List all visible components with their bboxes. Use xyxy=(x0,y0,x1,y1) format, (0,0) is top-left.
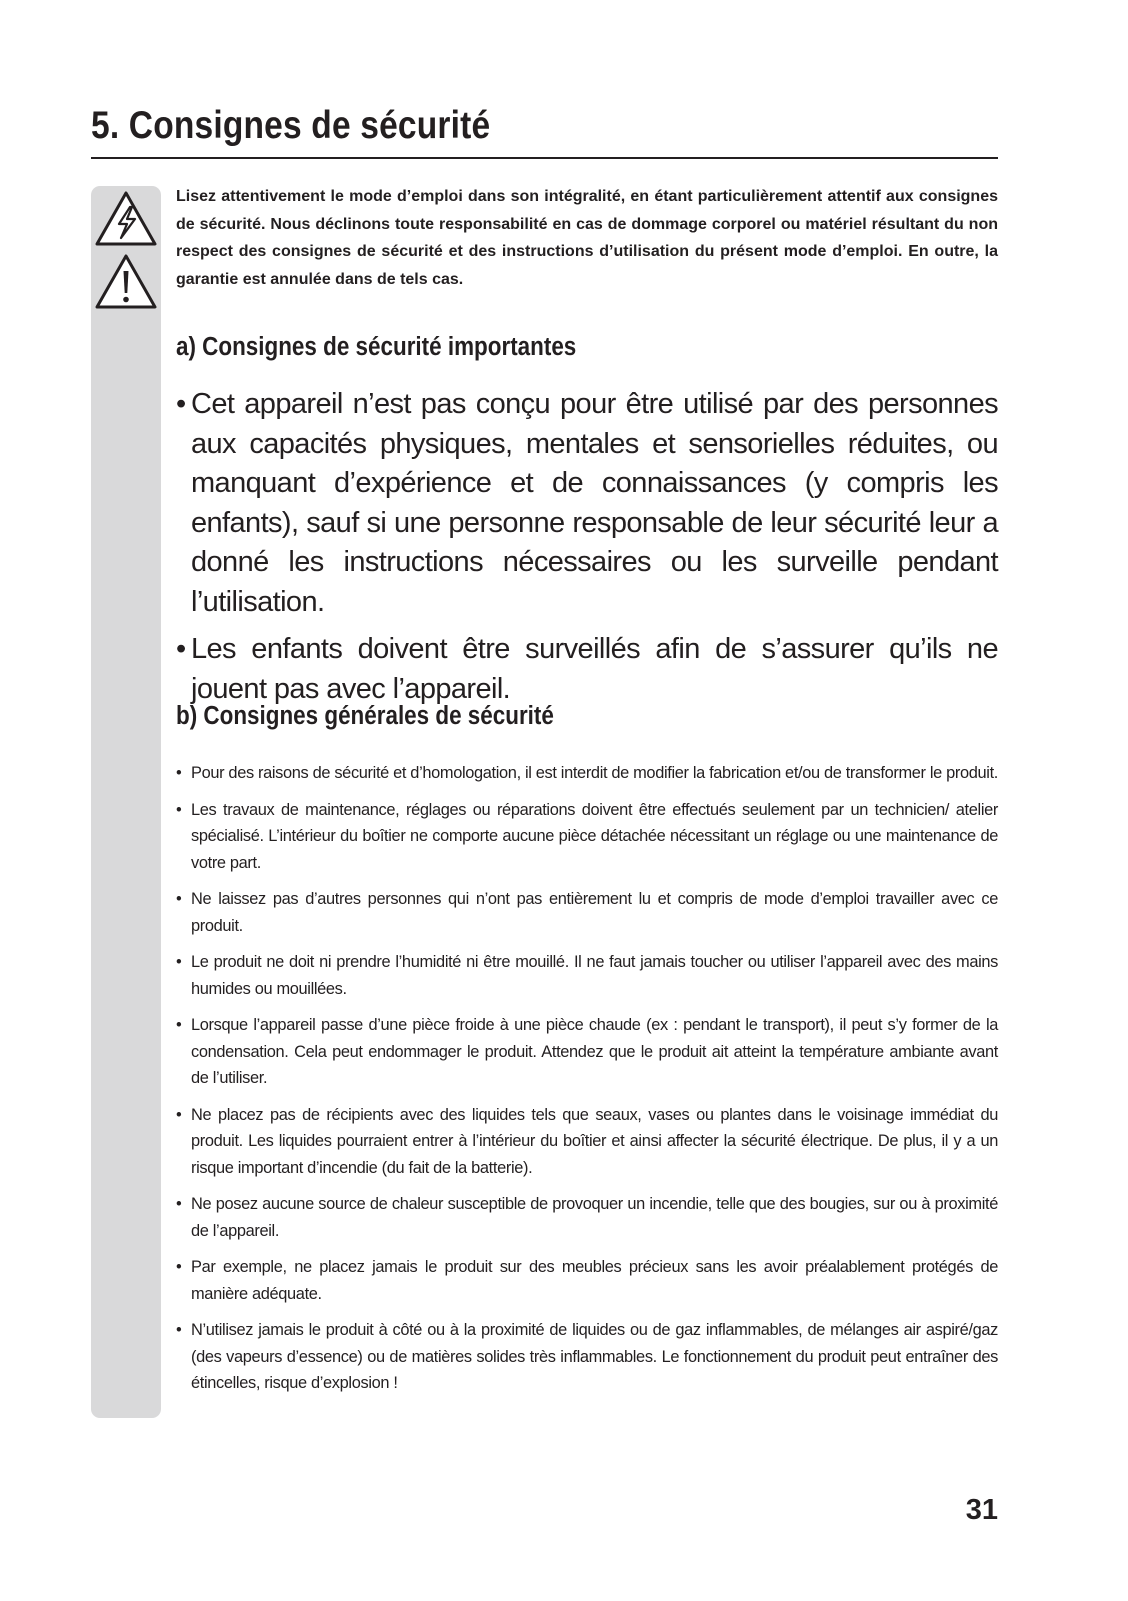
list-item: • Les travaux de maintenance, réglages ou réparations doivent être effectués seulement par un technicien/ atelier spécialisé. L’intérieur du boîtier ne comporte aucune pièce détachée nécessitant un réglage ou une maintenance de votre part. xyxy=(176,797,998,877)
list-item: • Ne placez pas de récipients avec des liquides tels que seaux, vases ou plantes dans le voisinage immédiat du produit. Les liquides pourraient entrer à l’intérieur du boîtier et ainsi affecter la sécurité électrique. De plus, il y a un risque important d’incendie (du fait de la batterie). xyxy=(176,1102,998,1182)
title-divider xyxy=(91,157,998,159)
page-number: 31 xyxy=(965,1494,998,1526)
page-title: 5. Consignes de sécurité xyxy=(91,104,491,147)
list-item: • N’utilisez jamais le produit à côté ou à la proximité de liquides ou de gaz inflammables, de mélanges air aspiré/gaz (des vapeurs d’essence) ou de matières solides très inflammables. Le fonctionnement du produit peut entraîner des étincelles, risque d’explosion ! xyxy=(176,1317,998,1397)
section-heading-general: b) Consignes générales de sécurité xyxy=(176,702,554,730)
list-item: • Pour des raisons de sécurité et d’homologation, il est interdit de modifier la fabrication et/ou de transformer le produit. xyxy=(176,760,998,787)
intro-paragraph: Lisez attentivement le mode d’emploi dans son intégralité, en étant particulièrement attentif aux consignes de sécurité. Nous déclinons toute responsabilité en cas de dommage corporel ou matériel résultant du non respect des consignes de sécurité et des instructions d’utilisation du présent mode d’emploi. En outre, la garantie est annulée dans de tels cas. xyxy=(176,188,998,288)
list-item: • Le produit ne doit ni prendre l’humidité ni être mouillé. Il ne faut jamais toucher ou utiliser l’appareil avec des mains humides ou mouillées. xyxy=(176,949,998,1002)
list-item: • Par exemple, ne placez jamais le produit sur des meubles précieux sans les avoir préalablement protégés de manière adéquate. xyxy=(176,1254,998,1307)
sidebar-strip xyxy=(91,186,161,1418)
list-item: • Cet appareil n’est pas conçu pour être utilisé par des personnes aux capacités physiques, mentales et sensorielles réduites, ou manquant d’expérience et de connaissances (y compris les enfants), sauf si une personne responsable de leur sécurité leur a donné les instructions nécessaires ou les surveille pendant l’utilisation. xyxy=(176,385,998,622)
general-safety-list xyxy=(176,760,998,1407)
list-item: • Ne posez aucune source de chaleur susceptible de provoquer un incendie, telle que des bougies, sur ou à proximité de l’appareil. xyxy=(176,1191,998,1244)
high-voltage-warning-icon xyxy=(94,190,158,248)
list-item: • Lorsque l’appareil passe d’une pièce froide à une pièce chaude (ex : pendant le transport), il peut s’y former de la condensation. Cela peut endommager le produit. Attendez que le produit ait atteint la température ambiante avant de l’utiliser. xyxy=(176,1012,998,1092)
list-item: • Ne laissez pas d’autres personnes qui n’ont pas entièrement lu et compris de mode d’emploi travailler avec ce produit. xyxy=(176,886,998,939)
important-safety-list xyxy=(176,385,998,717)
list-item: • Les enfants doivent être surveillés afin de s’assurer qu’ils ne jouent pas avec l’appareil. xyxy=(176,630,998,709)
section-heading-important: a) Consignes de sécurité importantes xyxy=(176,333,577,361)
general-warning-icon xyxy=(94,253,158,311)
